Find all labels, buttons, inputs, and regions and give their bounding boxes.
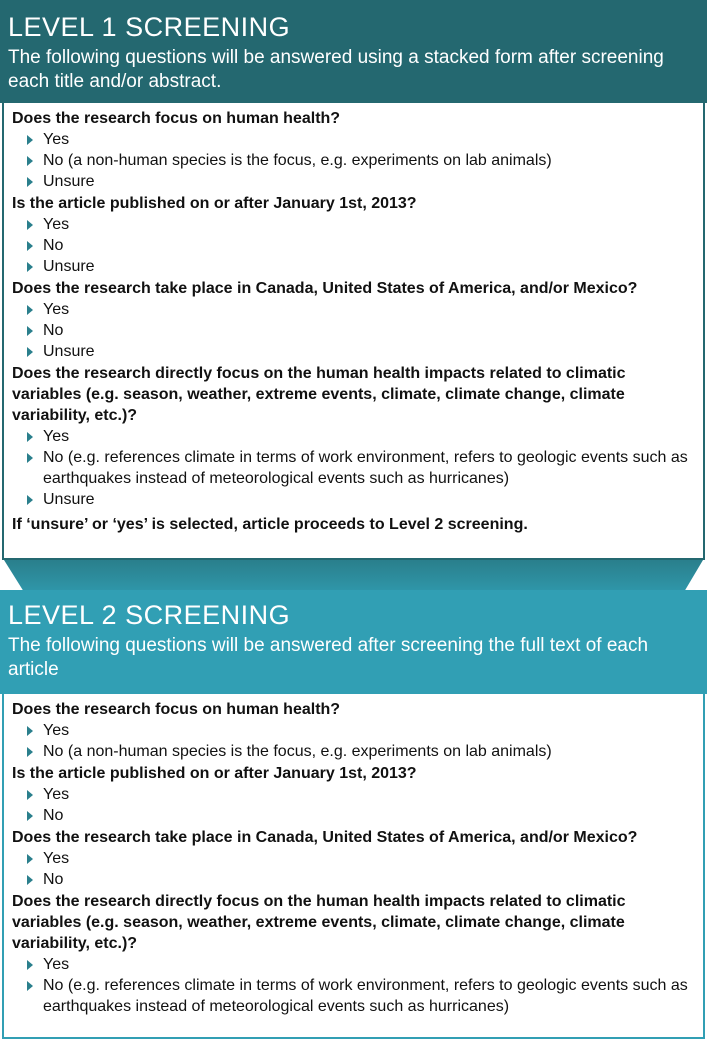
answer-option <box>12 129 703 150</box>
answer-option <box>12 150 703 171</box>
answer-option <box>12 214 703 235</box>
answer-option-label: Unsure <box>43 343 95 360</box>
answer-option <box>12 299 703 320</box>
caret-right-icon <box>27 347 33 357</box>
answer-option-label: Yes <box>43 956 70 973</box>
answer-option <box>12 720 703 741</box>
caret-right-icon <box>27 960 33 970</box>
connector-shape <box>4 560 703 592</box>
level1-question-list <box>4 103 703 535</box>
caret-right-icon <box>27 262 33 272</box>
caret-right-icon <box>27 220 33 230</box>
answer-option <box>12 741 703 762</box>
question-text: Does the research focus on human health? <box>12 110 341 127</box>
caret-right-icon <box>27 135 33 145</box>
question-text: Is the article published on or after January 1st, 2013? <box>12 195 417 212</box>
answer-option <box>12 447 703 489</box>
answer-option-label: No (a non-human species is the focus, e.g. experiments on lab animals) <box>43 743 552 760</box>
level2-subtitle: The following questions will be answered after screening the full text of each article <box>8 635 649 680</box>
caret-right-icon <box>27 495 33 505</box>
proceed-note: If ‘unsure’ or ‘yes’ is selected, article proceeds to Level 2 screening. <box>12 516 528 533</box>
question-text: Does the research directly focus on the human health impacts related to climatic variables (e.g. season, weather, extreme events, climate, climate change, climate variability, etc.)? <box>12 365 626 424</box>
caret-right-icon <box>27 981 33 991</box>
answer-option <box>12 256 703 277</box>
question-text: Is the article published on or after January 1st, 2013? <box>12 765 417 782</box>
question-text: Does the research take place in Canada, United States of America, and/or Mexico? <box>12 829 638 846</box>
answer-option <box>12 805 703 826</box>
level2-question-list <box>4 694 703 1017</box>
answer-option-label: Yes <box>43 131 70 148</box>
answer-option-label: Yes <box>43 722 70 739</box>
caret-right-icon <box>27 811 33 821</box>
caret-right-icon <box>27 241 33 251</box>
answer-option-label: No <box>43 322 64 339</box>
answer-option <box>12 954 703 975</box>
level2-header <box>0 590 707 694</box>
caret-right-icon <box>27 432 33 442</box>
flow-connector-arrow <box>0 558 707 592</box>
answer-option <box>12 489 703 510</box>
level1-header <box>0 0 707 103</box>
answer-option-label: Unsure <box>43 173 95 190</box>
answer-option <box>12 171 703 192</box>
answer-option-label: Yes <box>43 786 70 803</box>
caret-right-icon <box>27 453 33 463</box>
answer-option <box>12 235 703 256</box>
answer-option <box>12 341 703 362</box>
level2-questions-box <box>2 694 705 1039</box>
caret-right-icon <box>27 875 33 885</box>
answer-option <box>12 869 703 890</box>
answer-option-label: Yes <box>43 428 70 445</box>
question-text: Does the research focus on human health? <box>12 701 341 718</box>
level1-title: LEVEL 1 SCREENING <box>8 12 291 42</box>
answer-option-label: Yes <box>43 301 70 318</box>
caret-right-icon <box>27 156 33 166</box>
answer-option <box>12 784 703 805</box>
answer-option-label: No (a non-human species is the focus, e.g. experiments on lab animals) <box>43 152 552 169</box>
caret-right-icon <box>27 747 33 757</box>
answer-option <box>12 975 703 1017</box>
answer-option-label: Yes <box>43 216 70 233</box>
answer-option-label: Unsure <box>43 491 95 508</box>
question-text: Does the research directly focus on the human health impacts related to climatic variables (e.g. season, weather, extreme events, climate, climate change, climate variability, etc.)? <box>12 893 626 952</box>
question-text: Does the research take place in Canada, United States of America, and/or Mexico? <box>12 280 638 297</box>
level1-subtitle: The following questions will be answered using a stacked form after screening each title and/or abstract. <box>8 47 664 92</box>
answer-option-label: Unsure <box>43 258 95 275</box>
caret-right-icon <box>27 726 33 736</box>
answer-option-label: No <box>43 807 64 824</box>
answer-option-label: No (e.g. references climate in terms of work environment, refers to geologic events such as earthquakes instead of meteorological events such as hurricanes) <box>43 449 688 487</box>
level2-title: LEVEL 2 SCREENING <box>8 600 291 630</box>
answer-option <box>12 320 703 341</box>
caret-right-icon <box>27 305 33 315</box>
level1-questions-box <box>2 103 705 560</box>
caret-right-icon <box>27 326 33 336</box>
caret-right-icon <box>27 854 33 864</box>
answer-option-label: No <box>43 871 64 888</box>
answer-option-label: Yes <box>43 850 70 867</box>
answer-option <box>12 848 703 869</box>
caret-right-icon <box>27 177 33 187</box>
answer-option-label: No <box>43 237 64 254</box>
answer-option <box>12 426 703 447</box>
caret-right-icon <box>27 790 33 800</box>
answer-option-label: No (e.g. references climate in terms of work environment, refers to geologic events such as earthquakes instead of meteorological events such as hurricanes) <box>43 977 688 1015</box>
